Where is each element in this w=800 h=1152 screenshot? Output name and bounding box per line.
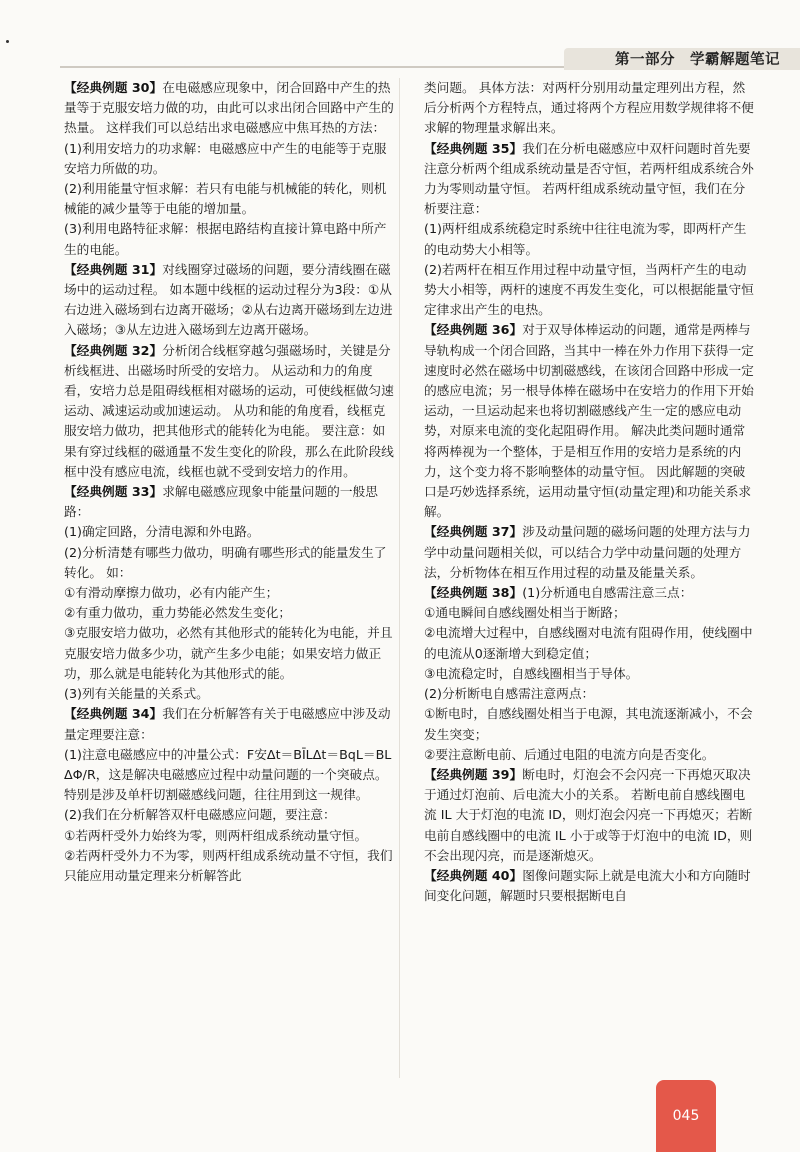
entry-paragraph xyxy=(424,704,756,744)
entry-text: (1)两杆组成系统稳定时系统中往往电流为零，即两杆产生的电动势大小相等。 xyxy=(424,221,747,257)
entry-text: (2)分析清楚有哪些力做功，明确有哪些形式的能量发生了转化。 如： xyxy=(64,544,387,580)
entry-paragraph xyxy=(424,745,756,765)
example-entry xyxy=(64,78,394,260)
entry-text: 在电磁感应现象中，闭合回路中产生的热量等于克服安培力做的功，由此可以求出闭合回路中产生的热量。 这样我们可以总结出求电磁感应中焦耳热的方法： xyxy=(64,80,394,136)
entry-paragraph xyxy=(64,826,394,846)
entry-text: (1)利用安培力的功求解：电磁感应中产生的电能等于克服安培力所做的功。 xyxy=(64,140,387,176)
entry-paragraph xyxy=(64,805,394,825)
entry-text: (3)利用电路特征求解：根据电路结构直接计算电路中所产生的电能。 xyxy=(64,221,387,257)
example-entry xyxy=(424,522,756,583)
entry-text: (2)若两杆在相互作用过程中动量守恒，当两杆产生的电动势大小相等，两杆的速度不再发生变化，可以根据能量守恒定律求出产生的电热。 xyxy=(424,261,754,318)
entry-text: (3)列有关能量的关系式。 xyxy=(64,686,209,702)
entry-paragraph xyxy=(424,603,756,623)
example-label: 【经典例题 34】 xyxy=(64,706,163,722)
example-entry xyxy=(424,866,756,906)
example-label: 【经典例题 35】 xyxy=(424,140,523,156)
entry-text: (1)分析通电自感需注意三点： xyxy=(522,585,693,601)
entry-text: 涉及动量问题的磁场问题的处理方法与力学中动量问题相关似，可以结合力学中动量问题的处理方法，分析物体在相互作用过程的动量及能量关系。 xyxy=(424,524,751,580)
entry-paragraph xyxy=(64,78,394,139)
entry-paragraph xyxy=(424,139,756,220)
entry-text: 图像问题实际上就是电流大小和方向随时间变化问题，解题时只要根据断电自 xyxy=(424,867,751,904)
entry-paragraph xyxy=(424,260,756,321)
entry-paragraph xyxy=(64,543,394,583)
entry-text: 分析闭合线框穿越匀强磁场时，关键是分析线框进、出磁场时所受的安培力。 从运动和力的角度看，安培力总是阻碍线框相对磁场的运动，可使线框做匀速运动、减速运动或加速运动。 从功和能的角度看，线框克服安培力做功，把其他形式的能转化为电能。 要注意：如果有穿过线框的磁通量不发生变化的阶段，那么在此阶段线框中没有感应电流，线框也就不受到安培力的作用。 xyxy=(64,342,394,479)
example-entry xyxy=(424,765,756,866)
entry-text: 对于双导体棒运动的问题，通常是两棒与导轨构成一个闭合回路，当其中一棒在外力作用下获得一定速度时必然在磁场中切割磁感线，在该闭合回路中形成一定的感应电流；另一根导体棒在磁场中在安培力的作用下开始运动，一旦运动起来也将切割磁感线产生一定的感应电动势，对原来电流的变化起阻碍作用。 解决此类问题时通常将两棒视为一个整体，于是相互作用的安培力是系统的内力，这个变力将不影响整体的动量守恒。 因此解题的突破口是巧妙选择系统，运用动量守恒(动量定理)和功能关系求解。 xyxy=(424,322,754,520)
example-entry xyxy=(64,704,394,886)
entry-text: ①有滑动摩擦力做功，必有内能产生； xyxy=(64,585,279,601)
example-entry xyxy=(64,260,394,341)
entry-text: ②若两杆受外力不为零，则两杆组成系统动量不守恒，我们只能应用动量定理来分析解答此 xyxy=(64,847,393,883)
stray-mark xyxy=(6,40,9,43)
example-entry xyxy=(424,320,756,522)
entry-paragraph xyxy=(64,341,394,482)
entry-text: 我们在分析解答有关于电磁感应中涉及动量定理要注意： xyxy=(64,706,391,742)
entry-paragraph xyxy=(64,603,394,623)
example-label: 【经典例题 40】 xyxy=(424,867,523,883)
right-column xyxy=(424,78,756,906)
entry-paragraph xyxy=(424,664,756,684)
example-entry xyxy=(424,78,756,139)
entry-text: (2)分析断电自感需注意两点： xyxy=(424,686,595,702)
entry-paragraph xyxy=(424,765,756,866)
entry-text: (2)利用能量守恒求解：若只有电能与机械能的转化，则机械能的减少量等于电能的增加量。 xyxy=(64,181,387,217)
entry-paragraph xyxy=(424,866,756,906)
example-label: 【经典例题 38】 xyxy=(424,585,523,601)
entry-text: ①通电瞬间自感线圈处相当于断路； xyxy=(424,605,626,621)
entry-text: ②电流增大过程中，自感线圈对电流有阻碍作用，使线圈中的电流从0逐渐增大到稳定值； xyxy=(424,625,753,661)
example-label: 【经典例题 31】 xyxy=(64,261,163,277)
entry-text: 求解电磁感应现象中能量问题的一般思路： xyxy=(64,484,378,520)
entry-text: (2)我们在分析解答双杆电磁感应问题，要注意： xyxy=(64,807,336,823)
entry-paragraph xyxy=(424,583,756,603)
entry-paragraph xyxy=(424,219,756,259)
example-label: 【经典例题 39】 xyxy=(424,766,523,782)
entry-text: 我们在分析电磁感应中双杆问题时首先要注意分析两个组成系统动量是否守恒，若两杆组成系统合外力为零则动量守恒。 若两杆组成系统动量守恒，我们在分析要注意： xyxy=(424,140,754,217)
example-entry xyxy=(424,139,756,321)
entry-paragraph xyxy=(64,482,394,522)
entry-paragraph xyxy=(64,260,394,341)
entry-text: 断电时，灯泡会不会闪亮一下再熄灭取决于通过灯泡前、后电流大小的关系。 若断电前自感线圈电流 IL 大于灯泡的电流 ID，则灯泡会闪亮一下再熄灭；若断电前自感线圈中的电流 IL 小于或等于灯泡中的电流 ID，则不会出现闪亮，而是逐渐熄灭。 xyxy=(424,766,753,863)
entry-paragraph xyxy=(64,745,394,806)
column-divider xyxy=(399,78,400,1078)
section-title: 第一部分 学霸解题笔记 xyxy=(615,52,780,68)
example-label: 【经典例题 37】 xyxy=(424,524,523,540)
entry-text: ①断电时，自感线圈处相当于电源，其电流逐渐减小，不会发生突变； xyxy=(424,706,753,742)
entry-paragraph xyxy=(64,219,394,259)
example-label: 【经典例题 33】 xyxy=(64,484,163,500)
entry-text: 类问题。 具体方法：对两杆分别用动量定理列出方程，然后分析两个方程特点，通过将两个方程应用数学规律将不便求解的物理量求解出来。 xyxy=(424,80,754,136)
entry-text: ①若两杆受外力始终为零，则两杆组成系统动量守恒。 xyxy=(64,827,368,843)
entry-text: ②有重力做功，重力势能必然发生变化； xyxy=(64,605,292,621)
example-entry xyxy=(64,482,394,704)
entry-paragraph xyxy=(64,139,394,179)
entry-paragraph xyxy=(64,623,394,684)
entry-paragraph xyxy=(424,78,756,139)
entry-paragraph xyxy=(424,320,756,522)
entry-paragraph xyxy=(64,684,394,704)
entry-paragraph xyxy=(64,583,394,603)
entry-text: ③电流稳定时，自感线圈相当于导体。 xyxy=(424,665,639,681)
entry-text: (1)注意电磁感应中的冲量公式：F安Δt＝BĪLΔt＝BqL＝BL ΔΦ/R，这是解决电磁感应过程中动量问题的一个突破点。 特别是涉及单杆切割磁感线问题，往往用到这一规律。 xyxy=(64,746,392,803)
entry-paragraph xyxy=(424,522,756,583)
example-label: 【经典例题 30】 xyxy=(64,80,163,95)
entry-text: (1)确定回路，分清电源和外电路。 xyxy=(64,524,260,540)
example-label: 【经典例题 32】 xyxy=(64,342,163,358)
page-number: 045 xyxy=(672,1108,700,1124)
example-entry xyxy=(424,583,756,765)
left-column xyxy=(64,78,394,886)
entry-paragraph xyxy=(424,623,756,663)
entry-paragraph xyxy=(424,684,756,704)
entry-text: ③克服安培力做功，必然有其他形式的能转化为电能，并且克服安培力做多少功，就产生多少电能；如果安培力做正功，那么就是电能转化为其他形式的能。 xyxy=(64,625,393,681)
entry-paragraph xyxy=(64,179,394,219)
example-entry xyxy=(64,341,394,482)
entry-text: ②要注意断电前、后通过电阻的电流方向是否变化。 xyxy=(424,746,715,762)
entry-paragraph xyxy=(64,846,394,886)
example-label: 【经典例题 36】 xyxy=(424,322,523,338)
entry-paragraph xyxy=(64,522,394,542)
entry-paragraph xyxy=(64,704,394,744)
entry-text: 对线圈穿过磁场的问题，要分清线圈在磁场中的运动过程。 如本题中线框的运动过程分为3段：①从右边进入磁场到右边离开磁场；②从右边离开磁场到左边进入磁场；③从左边进入磁场到左边离开磁场。 xyxy=(64,261,393,338)
